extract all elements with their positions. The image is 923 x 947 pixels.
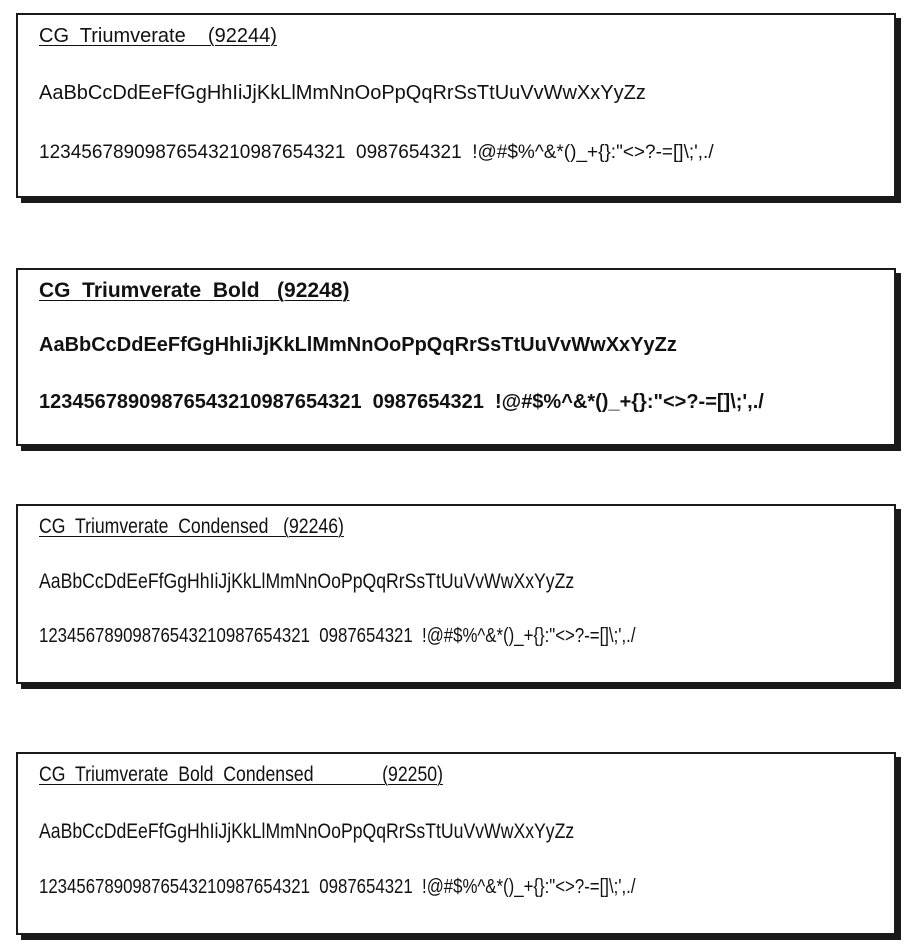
specimen-alphabet: AaBbCcDdEeFfGgHhIiJjKkLlMmNnOoPpQqRrSsTtUuVvWwXxYyZz [39,82,646,104]
specimen-title: CG Triumverate Bold (92248) [39,279,350,302]
font-specimen-bold [16,268,896,446]
font-specimen-regular [16,13,896,198]
specimen-alphabet: AaBbCcDdEeFfGgHhIiJjKkLlMmNnOoPpQqRrSsTtUuVvWwXxYyZz [39,334,677,356]
font-specimen-bold-condensed [16,752,896,935]
font-specimen-condensed [16,504,896,684]
specimen-title: CG Triumverate (92244) [39,25,277,47]
specimen-title: CG Triumverate Condensed (92246) [39,515,344,538]
specimen-numerals-symbols: 12345678909876543210987654321 0987654321 !@#$%^&*()_+{}:"<>?-=[]\;',./ [39,391,764,413]
specimen-alphabet: AaBbCcDdEeFfGgHhIiJjKkLlMmNnOoPpQqRrSsTtUuVvWwXxYyZz [39,820,575,843]
specimen-alphabet: AaBbCcDdEeFfGgHhIiJjKkLlMmNnOoPpQqRrSsTtUuVvWwXxYyZz [39,570,575,593]
specimen-title: CG Triumverate Bold Condensed (92250) [39,763,443,786]
specimen-numerals-symbols: 12345678909876543210987654321 0987654321 !@#$%^&*()_+{}:"<>?-=[]\;',./ [39,876,636,898]
specimen-numerals-symbols: 12345678909876543210987654321 0987654321 !@#$%^&*()_+{}:"<>?-=[]\;',./ [39,625,636,647]
specimen-numerals-symbols: 12345678909876543210987654321 0987654321 !@#$%^&*()_+{}:"<>?-=[]\;',./ [39,142,714,163]
